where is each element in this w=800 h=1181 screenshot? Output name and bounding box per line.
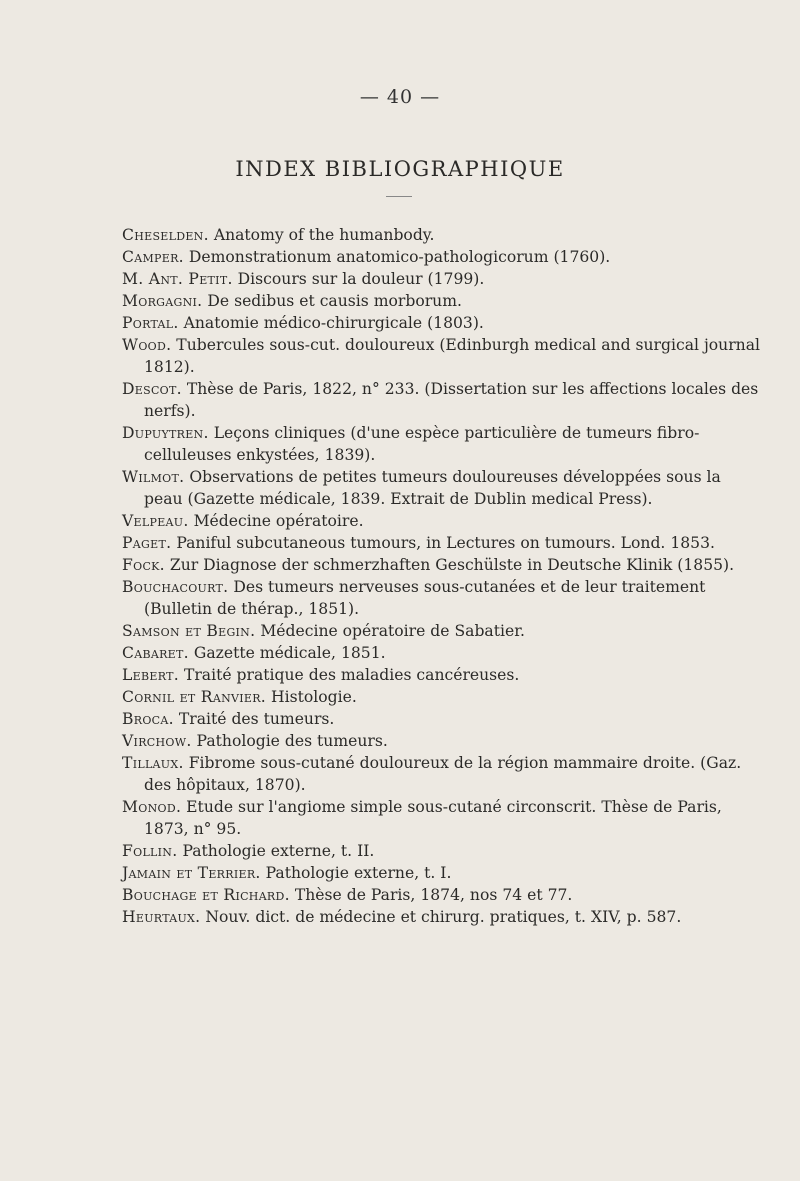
bibliography-entry xyxy=(122,466,762,510)
entry-author: Heurtaux. xyxy=(122,908,201,926)
bibliography-entry xyxy=(122,224,762,246)
entry-author: Dupuytren. xyxy=(122,424,209,442)
entry-text: Paniful subcutaneous tumours, in Lectures on tumours. Lond. 1853. xyxy=(171,534,715,552)
entry-text: Traité pratique des maladies cancéreuses. xyxy=(178,666,520,684)
bibliography-entry xyxy=(122,708,762,730)
entry-author: Cabaret. xyxy=(122,644,189,662)
entry-text: Des tumeurs nerveuses sous-cutanées et de leur traitement (Bulletin de thérap., 1851). xyxy=(144,578,706,618)
bibliography-entry xyxy=(122,532,762,554)
entry-author: Tillaux. xyxy=(122,754,184,772)
title-divider xyxy=(386,196,412,197)
entry-text: Anatomy of the humanbody. xyxy=(208,226,435,244)
entry-author: Virchow. xyxy=(122,732,192,750)
bibliography-entry xyxy=(122,246,762,268)
entry-author: Follin. xyxy=(122,842,178,860)
entry-author: Bouchacourt. xyxy=(122,578,229,596)
bibliography-entry xyxy=(122,686,762,708)
bibliography-entry xyxy=(122,796,762,840)
entry-author: Lebert. xyxy=(122,666,179,684)
bibliography-list xyxy=(122,224,762,928)
bibliography-entry xyxy=(122,884,762,906)
bibliography-entry xyxy=(122,312,762,334)
entry-text: Médecine opératoire. xyxy=(188,512,364,530)
entry-author: Morgagni. xyxy=(122,292,203,310)
entry-text: Fibrome sous-cutané douloureux de la région mammaire droite. (Gaz. des hôpitaux, 1870). xyxy=(144,754,742,794)
bibliography-entry xyxy=(122,752,762,796)
bibliography-entry xyxy=(122,268,762,290)
entry-author: Bouchage et Richard. xyxy=(122,886,290,904)
entry-text: Tubercules sous-cut. douloureux (Edinburgh medical and surgical journal 1812). xyxy=(144,336,761,376)
bibliography-entry xyxy=(122,554,762,576)
entry-text: Leçons cliniques (d'une espèce particulière de tumeurs fibro-celluleuses enkystées, 1839). xyxy=(144,424,700,464)
entry-text: Anatomie médico-chirurgicale (1803). xyxy=(178,314,484,332)
page-title: INDEX BIBLIOGRAPHIQUE xyxy=(235,157,565,181)
entry-text: Pathologie externe, t. I. xyxy=(260,864,452,882)
bibliography-entry xyxy=(122,620,762,642)
entry-text: Demonstrationum anatomico-pathologicorum (1760). xyxy=(183,248,611,266)
bibliography-entry xyxy=(122,730,762,752)
bibliography-entry xyxy=(122,642,762,664)
bibliography-entry xyxy=(122,576,762,620)
entry-text: Thèse de Paris, 1822, n° 233. (Dissertation sur les affections locales des nerfs). xyxy=(144,380,759,420)
entry-text: Nouv. dict. de médecine et chirurg. pratiques, t. XIV, p. 587. xyxy=(200,908,682,926)
entry-text: Discours sur la douleur (1799). xyxy=(232,270,485,288)
entry-author: Cornil et Ranvier. xyxy=(122,688,267,706)
entry-text: Zur Diagnose der schmerzhaften Geschülste in Deutsche Klinik (1855). xyxy=(164,556,735,574)
bibliography-entry xyxy=(122,290,762,312)
entry-author: M. Ant. Petit. xyxy=(122,270,233,288)
entry-author: Wood. xyxy=(122,336,172,354)
page-number: — 40 — xyxy=(359,86,441,108)
entry-author: Samson et Begin. xyxy=(122,622,256,640)
entry-text: Médecine opératoire de Sabatier. xyxy=(255,622,525,640)
entry-text: Thèse de Paris, 1874, nos 74 et 77. xyxy=(289,886,573,904)
bibliography-entry xyxy=(122,664,762,686)
entry-author: Descot. xyxy=(122,380,182,398)
entry-author: Monod. xyxy=(122,798,182,816)
entry-author: Velpeau. xyxy=(122,512,189,530)
entry-text: Observations de petites tumeurs douloureuses développées sous la peau (Gazette médicale, 1839. Extrait de Dublin medical Press). xyxy=(144,468,721,508)
bibliography-entry xyxy=(122,334,762,378)
bibliography-entry xyxy=(122,906,762,928)
entry-author: Fock. xyxy=(122,556,165,574)
bibliography-entry xyxy=(122,840,762,862)
entry-author: Paget. xyxy=(122,534,172,552)
bibliography-entry xyxy=(122,378,762,422)
entry-author: Jamain et Terrier. xyxy=(122,864,261,882)
entry-author: Broca. xyxy=(122,710,174,728)
entry-text: De sedibus et causis morborum. xyxy=(202,292,462,310)
entry-text: Pathologie externe, t. II. xyxy=(177,842,375,860)
entry-author: Camper. xyxy=(122,248,184,266)
entry-text: Pathologie des tumeurs. xyxy=(191,732,388,750)
bibliography-entry xyxy=(122,862,762,884)
entry-author: Wilmot. xyxy=(122,468,185,486)
entry-author: Cheselden. xyxy=(122,226,209,244)
entry-text: Histologie. xyxy=(266,688,357,706)
bibliography-entry xyxy=(122,422,762,466)
bibliography-entry xyxy=(122,510,762,532)
entry-text: Etude sur l'angiome simple sous-cutané circonscrit. Thèse de Paris, 1873, n° 95. xyxy=(144,798,722,838)
entry-author: Portal. xyxy=(122,314,179,332)
entry-text: Gazette médicale, 1851. xyxy=(188,644,386,662)
entry-text: Traité des tumeurs. xyxy=(173,710,335,728)
